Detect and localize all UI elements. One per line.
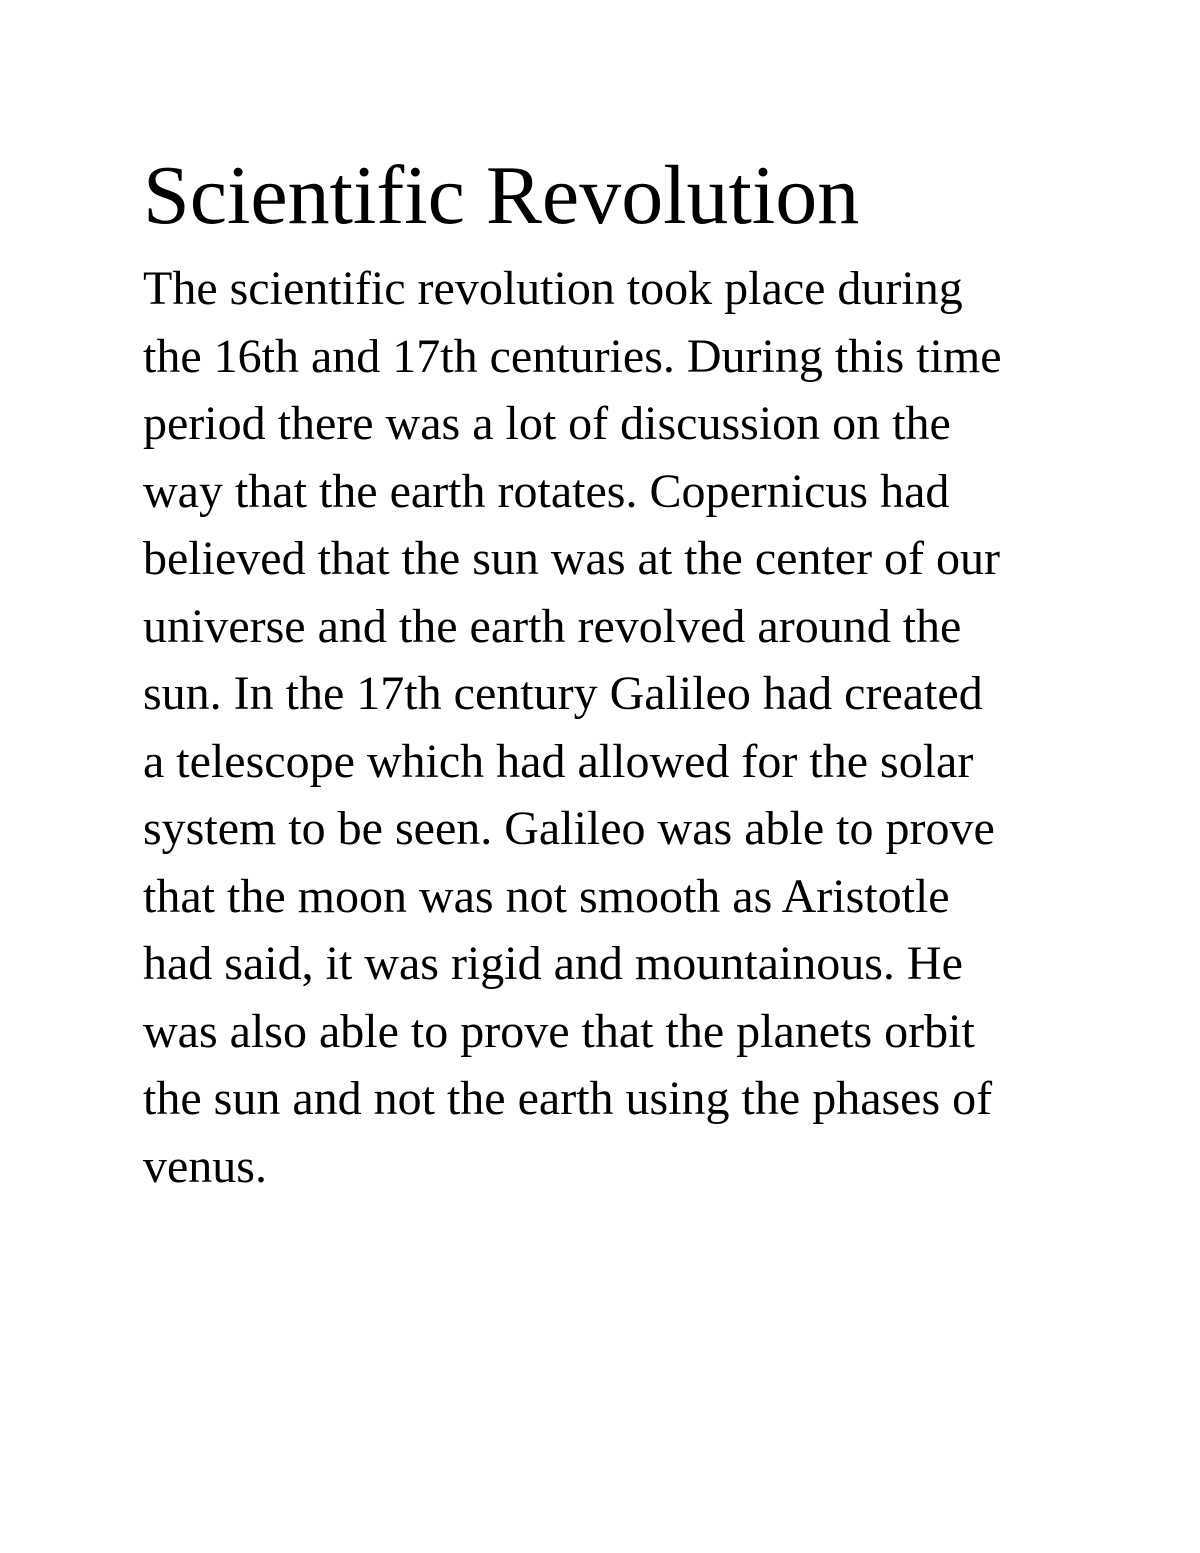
document-body: [143, 255, 1103, 1200]
body-line: The scientific revolution took place during: [143, 262, 963, 315]
body-line: way that the earth rotates. Copernicus had: [143, 464, 950, 518]
body-line: was also able to prove that the planets orbit: [143, 1004, 975, 1058]
body-line: venus.: [143, 1139, 267, 1193]
body-line: that the moon was not smooth as Aristotle: [143, 869, 950, 923]
body-line: the sun and not the earth using the phases of: [143, 1072, 993, 1125]
body-line: believed that the sun was at the center of our: [143, 532, 1001, 585]
body-line: a telescope which had allowed for the solar: [143, 734, 974, 788]
body-line: period there was a lot of discussion on the: [143, 397, 951, 450]
body-line: the 16th and 17th centuries. During this time: [143, 329, 1002, 383]
body-line: had said, it was rigid and mountainous. He: [143, 937, 963, 990]
body-line: sun. In the 17th century Galileo had created: [143, 667, 983, 720]
body-line: universe and the earth revolved around the: [143, 599, 962, 653]
body-line: system to be seen. Galileo was able to prove: [143, 802, 995, 855]
document-title: Scientific Revolution: [143, 149, 860, 242]
